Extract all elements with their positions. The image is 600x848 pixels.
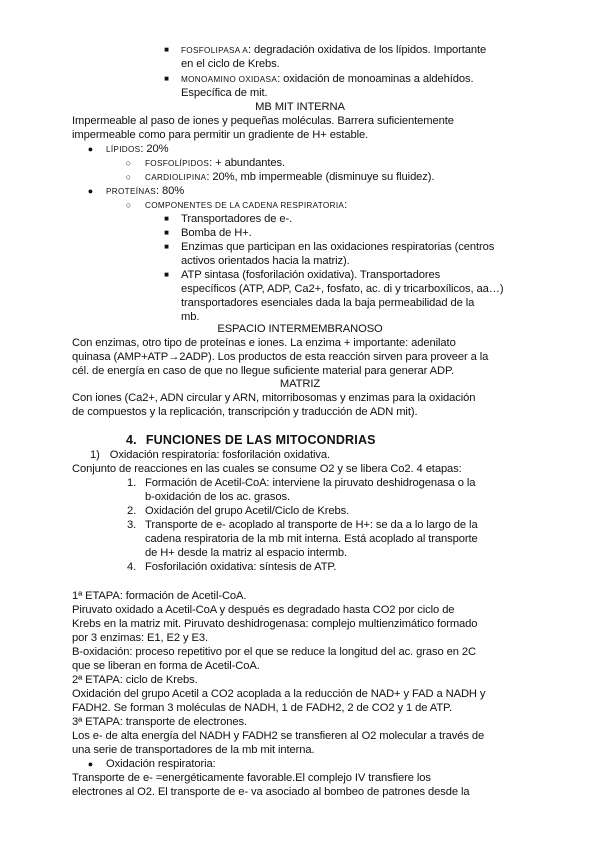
text-line: Con iones (Ca2+, ADN circular y ARN, mitorribosomas y enzimas para la oxidación [72, 392, 476, 404]
text-line: Bomba de H+. [181, 227, 252, 239]
term-label: FOSFOLÍPIDOS [145, 159, 210, 168]
bullet-icon: ● [87, 759, 94, 769]
text-line: Krebs en la matriz mit. Piruvato deshidrogenasa: complejo multienzimático formado [72, 618, 478, 630]
text-line: 1ª ETAPA: formación de Acetil-CoA. [72, 590, 247, 602]
circle-bullet-icon: ○ [125, 172, 132, 182]
text-line: Piruvato oxidado a Acetil-CoA y después es degradado hasta CO2 por ciclo de [72, 604, 455, 616]
text-line: PROTEÍNAS: 80% [106, 185, 185, 197]
text-line: de H+ desde la matriz al espacio intermb. [145, 547, 348, 559]
text-line: por 3 enzimas: E1, E2 y E3. [72, 632, 208, 644]
chapter-heading: 4. FUNCIONES DE LAS MITOCONDRIAS [126, 433, 376, 447]
square-bullet-icon: ■ [164, 242, 169, 251]
text-line: b-oxidación de los ac. grasos. [145, 491, 291, 503]
text-line: Oxidación del grupo Acetil/Ciclo de Krebs. [145, 505, 350, 517]
text-line: 2ª ETAPA: ciclo de Krebs. [72, 674, 198, 686]
text-line: Conjunto de reacciones en las cuales se consume O2 y se libera Co2. 4 etapas: [72, 463, 462, 475]
section-title: MB MIT INTERNA [255, 101, 345, 113]
text-line: Transporte de e- =energéticamente favorable.El complejo IV transfiere los [72, 772, 431, 784]
list-number: 4. [127, 561, 137, 573]
text-line: mb. [181, 311, 200, 323]
text-line: Transporte de e- acoplado al transporte de H+: se da a lo largo de la [145, 519, 478, 531]
text-line: Formación de Acetil-CoA: interviene la piruvato deshidrogenasa o la [145, 477, 476, 489]
text-line: CARDIOLIPINA: 20%, mb impermeable (disminuye su fluidez). [145, 171, 435, 183]
text-line: en el ciclo de Krebs. [181, 58, 280, 70]
text-line: Transportadores de e-. [181, 213, 293, 225]
text-line: impermeable como para permitir un gradiente de H+ estable. [72, 129, 369, 141]
text-line: activos orientados hacia la matriz). [181, 255, 350, 267]
list-number: 1. [127, 477, 137, 489]
text-line: MONOAMINO OXIDASA: oxidación de monoaminas a aldehídos. [181, 73, 474, 85]
square-bullet-icon: ■ [164, 228, 169, 237]
text-line: específicos (ATP, ADP, Ca2+, fosfato, ac. di y tricarboxílicos, aa…) [181, 283, 504, 295]
text-line: cél. de energía en caso de que no llegue suficiente material para generar ADP. [72, 365, 454, 377]
term-label: FOSFOLIPASA A [181, 46, 248, 55]
text-line: electrones al O2. El transporte de e- va asociado al bombeo de patrones desde la [72, 786, 470, 798]
section-title: MATRIZ [279, 378, 321, 390]
text-line: Enzimas que participan en las oxidaciones respiratorias (centros [181, 241, 495, 253]
term-label: PROTEÍNAS [106, 187, 157, 196]
section-title: ESPACIO INTERMEMBRANOSO [217, 323, 383, 335]
text-line: FADH2. Se forman 3 moléculas de NADH, 1 de FADH2, 2 de CO2 y 1 de ATP. [72, 702, 452, 714]
text-line: cadena respiratoria de la mb mit interna. Está acoplado al transporte [145, 533, 478, 545]
square-bullet-icon: ■ [164, 74, 169, 83]
text-line: Impermeable al paso de iones y pequeñas moléculas. Barrera suficientemente [72, 115, 454, 127]
text-line: una serie de transportadores de la mb mit interna. [72, 744, 315, 756]
text-line: Con enzimas, otro tipo de proteínas e iones. La enzima + importante: adenilato [72, 337, 456, 349]
circle-bullet-icon: ○ [125, 158, 132, 168]
text-line: FOSFOLÍPIDOS: + abundantes. [145, 157, 286, 169]
text-line: Oxidación del grupo Acetil a CO2 acoplada a la reducción de NAD+ y FAD a NADH y [72, 688, 486, 700]
square-bullet-icon: ■ [164, 45, 169, 54]
text-line: transportadores esenciales dada la baja permeabilidad de la [181, 297, 475, 309]
square-bullet-icon: ■ [164, 270, 169, 279]
term-label: COMPONENTES DE LA CADENA RESPIRATORIA [145, 201, 345, 210]
list-number: 2. [127, 505, 137, 517]
text-line: de compuestos y la replicación, transcripción y traducción de ADN mit). [72, 406, 418, 418]
list-number: 3. [127, 519, 137, 531]
term-label: CARDIOLIPINA [145, 173, 207, 182]
numbered-item: 1) Oxidación respiratoria: fosforilación oxidativa. [90, 449, 331, 461]
text-line: que se liberan en forma de Acetil-CoA. [72, 660, 260, 672]
term-label: LÍPIDOS [106, 145, 141, 154]
text-line: Oxidación respiratoria: [106, 758, 216, 770]
bullet-icon: ● [87, 186, 94, 196]
text-line: COMPONENTES DE LA CADENA RESPIRATORIA: [145, 199, 348, 211]
bullet-icon: ● [87, 144, 94, 154]
text-line: FOSFOLIPASA A: degradación oxidativa de los lípidos. Importante [181, 44, 487, 56]
text-line: 3ª ETAPA: transporte de electrones. [72, 716, 247, 728]
square-bullet-icon: ■ [164, 214, 169, 223]
text-line: Fosforilación oxidativa: síntesis de ATP. [145, 561, 337, 573]
text-line: B-oxidación: proceso repetitivo por el que se reduce la longitud del ac. graso en 2C [72, 646, 476, 658]
text-line: quinasa (AMP+ATP→2ADP). Los productos de esta reacción sirven para proveer a la [72, 351, 489, 363]
text-line: ATP sintasa (fosforilación oxidativa). Transportadores [181, 269, 441, 281]
text-line: Específica de mit. [181, 87, 268, 99]
circle-bullet-icon: ○ [125, 200, 132, 210]
term-label: MONOAMINO OXIDASA [181, 75, 278, 84]
text-line: LÍPIDOS: 20% [106, 143, 169, 155]
text-line: Los e- de alta energía del NADH y FADH2 se transfieren al O2 molecular a través de [72, 730, 485, 742]
